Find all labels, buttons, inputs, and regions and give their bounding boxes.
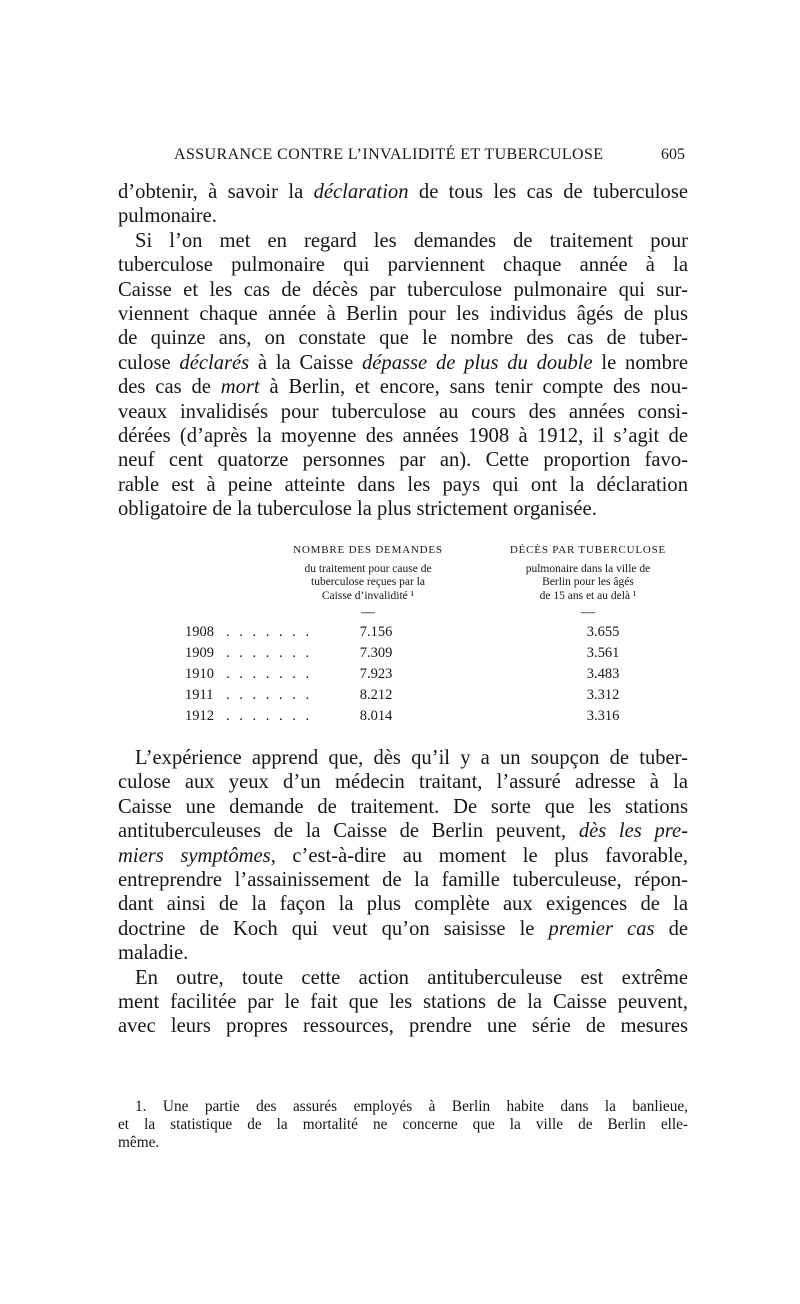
footnote-line: 1. Une partie des assurés employés à Berlin habite dans la banlieue,: [135, 1098, 688, 1115]
text-line: viennent chaque année à Berlin pour les individus âgés de plus: [118, 303, 688, 326]
row-demandes: 8.014: [359, 708, 393, 724]
row-deces: 3.483: [586, 666, 620, 682]
footnote: [118, 1098, 688, 1152]
text-line: entreprendre l’assainissement de la famille tuberculeuse, répon-: [118, 869, 688, 892]
text-line: Caisse une demande de traitement. De sorte que les stations: [118, 795, 688, 818]
running-header: [118, 142, 685, 172]
running-title: ASSURANCE CONTRE L’INVALIDITÉ ET TUBERCULOSE: [174, 146, 604, 163]
leader-dots: . . . . . . .: [226, 666, 313, 682]
table-row: [118, 687, 688, 708]
row-demandes: 8.212: [359, 687, 393, 703]
text-line: dérées (d’après la moyenne des années 1908 à 1912, il s’agit de: [118, 425, 688, 448]
text-line: neuf cent quatorze personnes par an). Cette proportion favo-: [118, 449, 688, 472]
row-deces: 3.561: [586, 645, 620, 661]
text-line: d’obtenir, à savoir la déclaration de tous les cas de tuberculose: [118, 181, 688, 203]
table-row: [118, 624, 688, 645]
text-line: tuberculose pulmonaire qui parviennent chaque année à la: [118, 254, 688, 277]
paragraph: [118, 966, 688, 1039]
footnote-line: et la statistique de la mortalité ne concerne que la ville de Berlin elle-: [118, 1116, 688, 1133]
text-line: rable est à peine atteinte dans les pays qui ont la déclaration: [118, 473, 688, 496]
text-line: antituberculeuses de la Caisse de Berlin peuvent, dès les pre-: [118, 820, 688, 843]
row-year: 1910: [185, 666, 214, 682]
text-line: des cas de mort à Berlin, et encore, sans tenir compte des nou-: [118, 376, 688, 399]
row-deces: 3.312: [586, 687, 620, 703]
text-line: maladie.: [118, 942, 189, 965]
page-number: 605: [661, 146, 685, 163]
body-text: [118, 180, 688, 522]
leader-dots: . . . . . . .: [226, 624, 313, 640]
row-demandes: 7.156: [359, 624, 393, 640]
statistics-table: [118, 544, 688, 734]
row-demandes: 7.309: [359, 645, 393, 661]
leader-dots: . . . . . . .: [226, 645, 313, 661]
text-line: culose déclarés à la Caisse dépasse de plus du double le nombre: [118, 351, 688, 374]
text-line: En outre, toute cette action antituberculeuse est extrême: [135, 966, 688, 989]
footnote-line: même.: [118, 1134, 160, 1151]
column-header-demandes: NOMBRE DES DEMANDES du traitement pour cause de tuberculose reçues par la Caisse d’invalidité ¹ —: [293, 544, 443, 620]
leader-dots: . . . . . . .: [226, 687, 313, 703]
table-row: [118, 645, 688, 666]
text-line: veaux invalidisés pour tuberculose au cours des années consi-: [118, 400, 688, 423]
row-deces: 3.316: [586, 708, 620, 724]
column-header-deces: DÉCÈS PAR TUBERCULOSE pulmonaire dans la ville de Berlin pour les âgés de 15 ans et au delà ¹ —: [509, 544, 667, 620]
text-line: pulmonaire.: [118, 205, 217, 228]
row-demandes: 7.923: [359, 666, 393, 682]
paragraph: [118, 180, 688, 229]
text-line: avec leurs propres ressources, prendre une série de mesures: [118, 1015, 688, 1038]
row-year: 1909: [185, 645, 214, 661]
table-row: [118, 666, 688, 687]
text-line: dant ainsi de la façon la plus complète aux exigences de la: [118, 893, 688, 916]
paragraph: [118, 746, 688, 966]
text-line: ment facilitée par le fait que les stations de la Caisse peuvent,: [118, 991, 688, 1014]
text-line: obligatoire de la tuberculose la plus strictement organisée.: [118, 498, 597, 521]
body-text-continued: [118, 746, 688, 1039]
text-line: doctrine de Koch qui veut qu’on saisisse le premier cas de: [118, 917, 689, 940]
text-line: Caisse et les cas de décès par tuberculose pulmonaire qui sur-: [118, 278, 688, 301]
text-line: miers symptômes, c’est-à-dire au moment le plus favorable,: [118, 844, 688, 867]
row-deces: 3.655: [586, 624, 620, 640]
row-year: 1911: [185, 687, 214, 703]
paragraph: [118, 229, 688, 522]
text-line: L’expérience apprend que, dès qu’il y a un soupçon de tuber-: [135, 747, 688, 769]
leader-dots: . . . . . . .: [226, 708, 313, 724]
text-line: culose aux yeux d’un médecin traitant, l’assuré adresse à la: [118, 771, 688, 794]
text-line: de quinze ans, on constate que le nombre des cas de tuber-: [118, 327, 688, 350]
table-row: [118, 708, 688, 729]
row-year: 1912: [185, 708, 214, 724]
row-year: 1908: [185, 624, 214, 640]
text-line: Si l’on met en regard les demandes de traitement pour: [135, 229, 688, 252]
